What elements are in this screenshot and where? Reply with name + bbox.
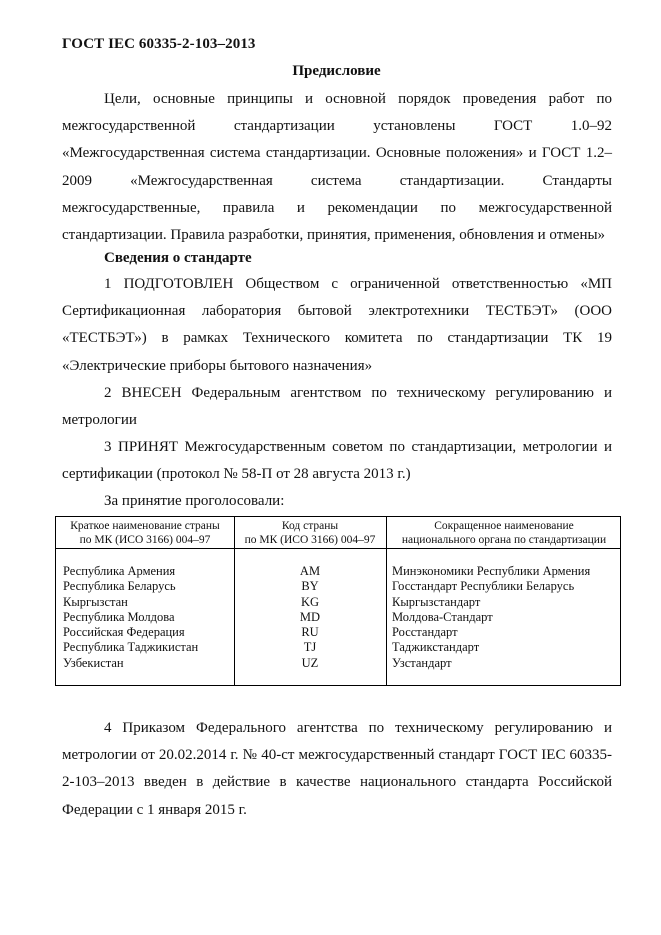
table-cell: Кыргызстан: [63, 594, 128, 609]
table-cell: MD: [299, 609, 321, 624]
table-cell: AM: [299, 564, 321, 578]
vote-table: [55, 516, 621, 686]
table-cell: Таджикстандарт: [392, 640, 480, 655]
table-cell: Молдова-Стандарт: [392, 609, 493, 624]
info-item-3: 3 ПРИНЯТ Межгосударственным советом по стандартизации, метрологии и сертификации (протокол № 58-П от 28 августа 2013 г.): [62, 439, 612, 483]
preface-paragraph: Цели, основные принципы и основной порядок проведения работ по межгосударственной стандартизации установлены ГОСТ 1.0–92 «Межгосударственная система стандартизации. Основные положения» и ГОСТ 1.2–2009 «Межгосударственная система стандартизации. Стандарты межгосударственные, правила и рекомендации по межгосударственной стандартизации. Правила разработки, принятия, применения, обновления и отмены»: [62, 91, 612, 244]
info-item-2: 2 ВНЕСЕН Федеральным агентством по техническому регулированию и метрологии: [62, 385, 612, 429]
national-body-column: [392, 564, 590, 671]
table-cell: Российская Федерация: [63, 625, 185, 640]
table-cell: Узбекистан: [63, 655, 124, 670]
table-cell: UZ: [301, 655, 319, 670]
table-cell: TJ: [303, 640, 317, 655]
document-id: ГОСТ IEC 60335-2-103–2013: [62, 36, 256, 52]
info-item-4: 4 Приказом Федерального агентства по техническому регулированию и метрологии от 20.02.2014 г. № 40-ст межгосударственный стандарт ГОСТ IEC 60335-2-103–2013 введен в действие в качестве национального стандарта Российской Федерации с 1 января 2015 г.: [62, 720, 612, 818]
vote-intro: За принятие проголосовали:: [104, 493, 285, 509]
table-cell: Республика Армения: [63, 564, 176, 578]
info-item-1: 1 ПОДГОТОВЛЕН Обществом с ограниченной ответственностью «МП Сертификационная лаборатория бытовой электротехники ТЕСТБЭТ» (ООО «ТЕСТБЭТ») в рамках Технического комитета по стандартизации ТК 19 «Электрические приборы бытового назначения»: [62, 276, 612, 374]
table-cell: Росстандарт: [392, 625, 458, 640]
preface-title: Предисловие: [292, 63, 381, 79]
table-cell: Минэкономики Республики Армения: [392, 564, 591, 578]
table-cell: KG: [300, 594, 320, 609]
header-national-body: Сокращенное наименование национального органа по стандартизации: [401, 520, 607, 546]
table-cell: Узстандарт: [392, 655, 452, 670]
table-cell: BY: [301, 579, 319, 594]
country-name-column: [63, 564, 198, 671]
header-country-code: Код страны по МК (ИСО 3166) 004–97: [244, 520, 376, 546]
header-country-name: Краткое наименование страны по МК (ИСО 3166) 004–97: [70, 520, 220, 546]
table-cell: RU: [301, 625, 319, 640]
table-cell: Республика Молдова: [63, 609, 175, 624]
table-cell: Кыргызстандарт: [392, 594, 481, 609]
standard-info-title: Сведения о стандарте: [104, 250, 252, 266]
table-cell: Республика Таджикистан: [63, 640, 199, 655]
country-code-column: [234, 564, 386, 671]
table-cell: Госстандарт Республики Беларусь: [392, 579, 575, 594]
table-cell: Республика Беларусь: [63, 579, 176, 594]
